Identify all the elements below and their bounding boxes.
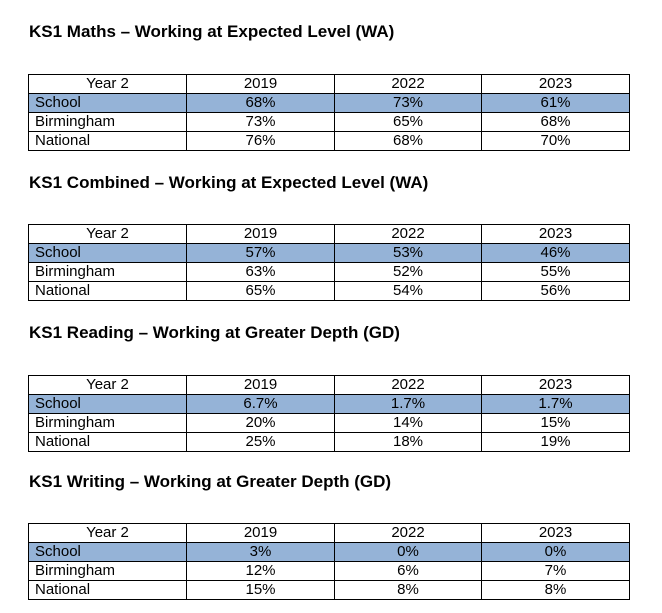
- section-title-writing: KS1 Writing – Working at Greater Depth (GD): [29, 472, 392, 491]
- table-cell: 8%: [482, 581, 630, 600]
- section-title-reading: KS1 Reading – Working at Greater Depth (GD): [29, 323, 400, 342]
- table-header-row: [29, 75, 630, 94]
- table-cell: 7%: [482, 562, 630, 581]
- table-header-row: [29, 376, 630, 395]
- table-row-birmingham: [29, 414, 630, 433]
- row-label: School: [29, 543, 187, 562]
- section-title-maths: KS1 Maths – Working at Expected Level (WA): [29, 22, 395, 41]
- table-cell: 0%: [482, 543, 630, 562]
- row-label: Birmingham: [29, 414, 187, 433]
- header-cell: Year 2: [29, 524, 187, 543]
- results-table-maths: [28, 74, 630, 151]
- table-row-national: [29, 581, 630, 600]
- header-cell: Year 2: [29, 376, 187, 395]
- table-cell: 3%: [187, 543, 335, 562]
- table-cell: 0%: [335, 543, 482, 562]
- header-cell: 2023: [482, 376, 630, 395]
- table-row-birmingham: [29, 562, 630, 581]
- header-cell: 2019: [187, 225, 335, 244]
- table-row-school: [29, 543, 630, 562]
- table-row-national: [29, 282, 630, 301]
- table-row-national: [29, 433, 630, 452]
- table-cell: 61%: [482, 94, 630, 113]
- table-cell: 65%: [335, 113, 482, 132]
- table-cell: 1.7%: [335, 395, 482, 414]
- table-cell: 6.7%: [187, 395, 335, 414]
- table-header-row: [29, 524, 630, 543]
- row-label: Birmingham: [29, 263, 187, 282]
- row-label: School: [29, 244, 187, 263]
- results-table-reading: [28, 375, 630, 452]
- row-label: School: [29, 395, 187, 414]
- header-cell: 2022: [335, 75, 482, 94]
- table-cell: 76%: [187, 132, 335, 151]
- table-row-school: [29, 94, 630, 113]
- table-cell: 25%: [187, 433, 335, 452]
- header-cell: Year 2: [29, 75, 187, 94]
- table-cell: 46%: [482, 244, 630, 263]
- header-cell: 2019: [187, 376, 335, 395]
- table-cell: 18%: [335, 433, 482, 452]
- table-cell: 73%: [335, 94, 482, 113]
- table-header-row: [29, 225, 630, 244]
- row-label: National: [29, 132, 187, 151]
- table-cell: 8%: [335, 581, 482, 600]
- table-cell: 54%: [335, 282, 482, 301]
- row-label: School: [29, 94, 187, 113]
- section-title-combined: KS1 Combined – Working at Expected Level (WA): [29, 173, 429, 192]
- table-cell: 68%: [482, 113, 630, 132]
- table-cell: 15%: [187, 581, 335, 600]
- header-cell: 2019: [187, 75, 335, 94]
- table-cell: 19%: [482, 433, 630, 452]
- row-label: National: [29, 433, 187, 452]
- table-cell: 1.7%: [482, 395, 630, 414]
- table-cell: 68%: [335, 132, 482, 151]
- table-row-birmingham: [29, 263, 630, 282]
- row-label: Birmingham: [29, 562, 187, 581]
- header-cell: 2022: [335, 524, 482, 543]
- table-cell: 14%: [335, 414, 482, 433]
- row-label: National: [29, 581, 187, 600]
- table-cell: 68%: [187, 94, 335, 113]
- row-label: Birmingham: [29, 113, 187, 132]
- table-cell: 20%: [187, 414, 335, 433]
- table-cell: 55%: [482, 263, 630, 282]
- table-cell: 56%: [482, 282, 630, 301]
- table-row-school: [29, 395, 630, 414]
- header-cell: 2022: [335, 225, 482, 244]
- table-cell: 53%: [335, 244, 482, 263]
- table-cell: 52%: [335, 263, 482, 282]
- table-row-school: [29, 244, 630, 263]
- table-row-birmingham: [29, 113, 630, 132]
- table-row-national: [29, 132, 630, 151]
- header-cell: 2022: [335, 376, 482, 395]
- table-cell: 63%: [187, 263, 335, 282]
- table-cell: 73%: [187, 113, 335, 132]
- header-cell: 2023: [482, 225, 630, 244]
- results-table-writing: [28, 523, 630, 600]
- table-cell: 15%: [482, 414, 630, 433]
- results-table-combined: [28, 224, 630, 301]
- table-cell: 57%: [187, 244, 335, 263]
- table-cell: 6%: [335, 562, 482, 581]
- header-cell: 2023: [482, 75, 630, 94]
- row-label: National: [29, 282, 187, 301]
- header-cell: Year 2: [29, 225, 187, 244]
- header-cell: 2019: [187, 524, 335, 543]
- table-cell: 65%: [187, 282, 335, 301]
- table-cell: 12%: [187, 562, 335, 581]
- table-cell: 70%: [482, 132, 630, 151]
- header-cell: 2023: [482, 524, 630, 543]
